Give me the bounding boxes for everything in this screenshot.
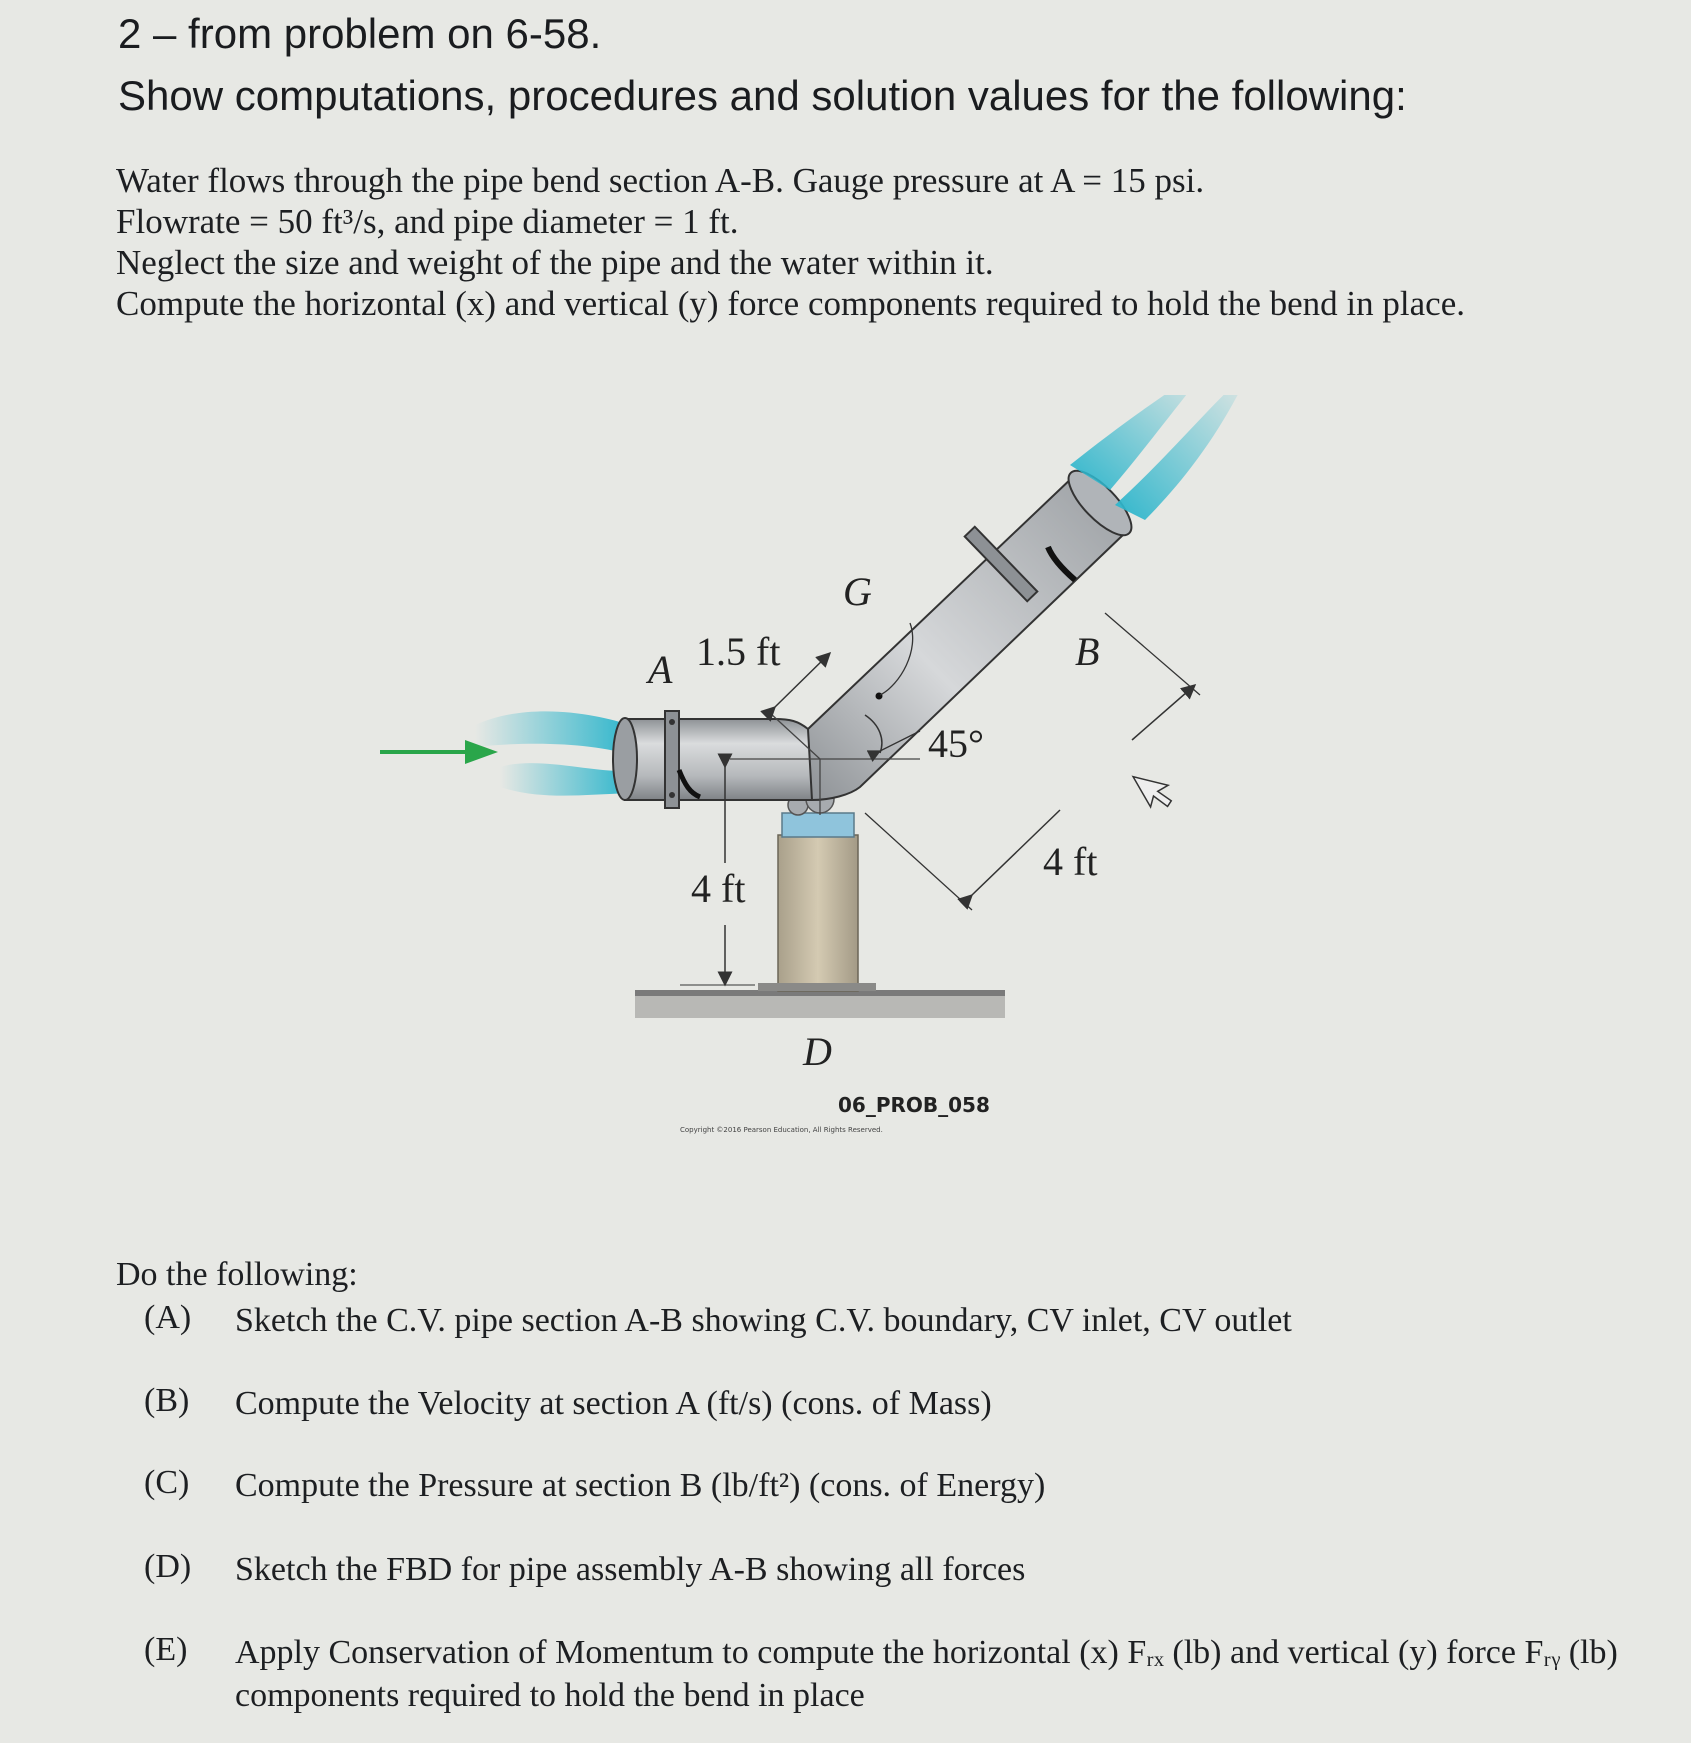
pipe-bend-figure bbox=[380, 395, 1380, 1255]
problem-line-1: Water flows through the pipe bend section A-B. Gauge pressure at A = 15 psi. bbox=[116, 161, 1205, 200]
task-text: Sketch the FBD for pipe assembly A-B showing all forces bbox=[235, 1551, 1026, 1588]
ground bbox=[635, 990, 1005, 1018]
label-a: A bbox=[648, 647, 673, 692]
task-text: Compute the Velocity at section A (ft/s) (cons. of Mass) bbox=[235, 1385, 992, 1422]
label-4ft-vertical: 4 ft bbox=[691, 866, 746, 911]
figure-copyright: Copyright ©2016 Pearson Education, All Rights Reserved. bbox=[680, 1126, 883, 1134]
problem-statement bbox=[116, 160, 1465, 324]
instructions-heading: Show computations, procedures and solution values for the following: bbox=[118, 72, 1407, 119]
task-text: Sketch the C.V. pipe section A-B showing C.V. boundary, CV inlet, CV outlet bbox=[235, 1302, 1292, 1339]
mouse-cursor-icon bbox=[1133, 764, 1177, 814]
label-b: B bbox=[1075, 629, 1100, 674]
task-list bbox=[116, 1256, 1656, 1714]
figure-caption: 06_PROB_058 bbox=[838, 1093, 990, 1117]
pipe-bend-diagram bbox=[380, 395, 1380, 1255]
label-4ft-diagonal: 4 ft bbox=[1043, 839, 1098, 884]
task-text: Compute the Pressure at section B (lb/ft²) (cons. of Energy) bbox=[235, 1467, 1046, 1504]
label-d: D bbox=[803, 1029, 832, 1074]
support-column bbox=[758, 785, 876, 991]
task-text: Apply Conservation of Momentum to compute the horizontal (x) Fᵣₓ (lb) and vertical (y) force Fᵣᵧ (lb) components required to hold the bend in place bbox=[235, 1634, 1618, 1714]
label-1-5ft: 1.5 ft bbox=[696, 629, 781, 674]
problem-reference-heading: 2 – from problem on 6-58. bbox=[118, 10, 602, 57]
problem-line-2: Flowrate = 50 ft³/s, and pipe diameter = 1 ft. bbox=[116, 202, 739, 241]
problem-line-4: Compute the horizontal (x) and vertical (y) force components required to hold the bend in place. bbox=[116, 284, 1465, 323]
dimension-1-5ft bbox=[775, 653, 830, 707]
problem-line-3: Neglect the size and weight of the pipe and the water within it. bbox=[116, 243, 994, 282]
label-45-degrees: 45° bbox=[928, 721, 984, 766]
inlet-water-jet bbox=[475, 711, 630, 795]
label-g: G bbox=[843, 569, 872, 614]
task-intro: Do the following: bbox=[116, 1256, 358, 1293]
task-letter: (B) bbox=[144, 1382, 190, 1419]
task-letter: (D) bbox=[144, 1548, 192, 1585]
task-letter: (A) bbox=[144, 1299, 192, 1336]
task-letter: (C) bbox=[144, 1464, 190, 1501]
task-letter: (E) bbox=[144, 1631, 188, 1668]
